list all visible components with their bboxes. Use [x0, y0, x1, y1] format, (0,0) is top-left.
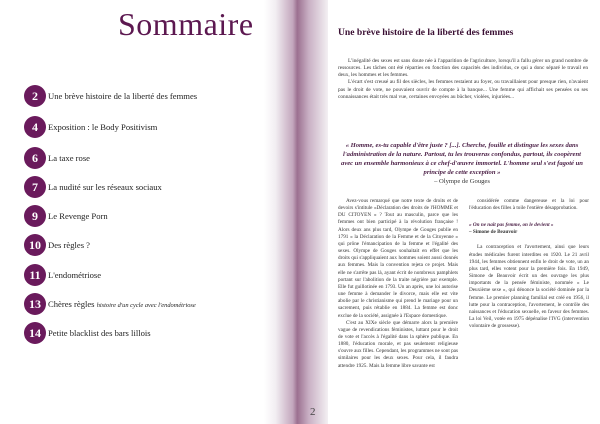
toc-item-label: La taxe rose: [48, 153, 90, 163]
toc-item-label: L'endométriose: [48, 270, 102, 280]
toc-item-label: Petite blacklist des bars lillois: [48, 328, 151, 338]
toc-item-label-main: Chères règles: [48, 299, 95, 309]
intro-paragraph: L'inégalité des sexes est sans doute née à l'apparition de l'agriculture, lorsqu'il a fallu gérer un grand nombre de ressources. Les tâches ont été réparties en fonction des capacités des individus, ce qui a donc séparé le travail en deux, les hommes et les femmes.: [338, 58, 588, 79]
column-paragraph: Avez-vous remarqué que notre texte de droits et de devoirs s'intitule «Déclaration des droits de l'HOMME et DU CITOYEN » ? Tout au masculin, parce que les femmes ont bien participé à la révolution française ! Alors deux ans plus tard, Olympe de Gouges publie en 1791 « la Déclaration de la Femme et de la Citoyenne » qui prône l'émancipation de la femme et l'égalité des sexes. Olympe de Gouges souhaitait en effet que les droits qui s'appliquaient aux hommes soient aussi donnés aux femmes. Mais la convention rejeta ce projet. Mais elle ne s'arrête pas là, ayant écrit de nombreux pamphlets portant sur l'abolition de la traite négrière par exemple. Elle fut guillotinée en 1793. Un an après, une loi autorise une femme à demander le divorce, mais elle est vite abolie par le christianisme qui prend le mariage pour un sacrement, puis rétablie en 1884. La femme est donc exclue de la société, assignée à l'Espace domestique.: [338, 198, 458, 319]
toc-item-number: 2: [24, 85, 46, 107]
toc-item[interactable]: [22, 116, 157, 138]
toc-item-number: 7: [24, 176, 46, 198]
page-gutter: [264, 0, 328, 424]
page-number: 2: [310, 406, 316, 418]
column-paragraph: C'est au XIXe siècle que démarre alors la première vague de revendications féministes, luttant pour le droit de vote et l'accès à l'égalité dans la sphère publique. En 1880, l'éducation morale, et pas seulement religieuse s'ouvre aux filles. Cependant, les programmes ne sont pas similaires pour les deux sexes. Pour cela, il faudra attendre 1925. Mais la femme libre savante est: [338, 319, 458, 369]
inline-quote-author: – Simone de Beauvoir: [469, 229, 518, 236]
inline-quote: « On ne naît pas femme, on le devient »: [469, 222, 554, 229]
toc-item-number: 9: [24, 205, 46, 227]
toc-item-number: 13: [24, 293, 46, 315]
toc-item[interactable]: [22, 205, 108, 227]
toc-item-number: 10: [24, 234, 46, 256]
pull-quote: [340, 142, 584, 187]
toc-item-number: 6: [24, 147, 46, 169]
column-paragraph: considérée comme dangereuse et la loi pour l'éducation des filles à toile l'entière désapprobation.: [469, 198, 589, 212]
toc-item-label: Le Revenge Porn: [48, 211, 108, 221]
toc-item-number: 4: [24, 116, 46, 138]
toc-item[interactable]: [22, 147, 90, 169]
toc-item[interactable]: [22, 293, 196, 315]
toc-item-label: Exposition : le Body Positivism: [48, 122, 158, 132]
toc-item[interactable]: [22, 322, 151, 344]
toc-item-label: [48, 299, 196, 309]
pull-quote-text: « Homme, es-tu capable d'être juste ? [...]. Cherche, fouille et distingue les sexes dans l'administration de la nature. Partout, tu les trouveras confondus, partout, ils coopèrent avec un ensemble harmonieux à ce chef-d'œuvre immortel. L'homme seul s'est fagoté un principe de cette exception »: [341, 142, 583, 176]
toc-item[interactable]: [22, 264, 101, 286]
toc-item-label: Une brève histoire de la liberté des femmes: [48, 91, 198, 101]
article-title: Une brève histoire de la liberté des femmes: [338, 27, 514, 38]
toc-item-label: La nudité sur les réseaux sociaux: [48, 182, 162, 192]
intro-paragraph: L'écart s'est creusé au fil des siècles, les femmes restaient au foyer, ou travaillaient pour presque rien, n'avaient pas le droit de vote, ne pouvaient ouvrir de compte à la banque... Une femme qui affichait ses pensées ou ses connaissances était très mal vue, certaines envoyées au bûcher, violées, injuriées...: [338, 79, 588, 100]
toc-item[interactable]: [22, 176, 162, 198]
toc-item-subtitle: histoire d'un cycle avec l'endométriose: [96, 302, 196, 309]
toc-title: Sommaire: [118, 6, 254, 42]
article-column-left: [338, 198, 458, 370]
toc-item[interactable]: [22, 234, 90, 256]
article-column-right: [469, 198, 589, 330]
toc-item-number: 14: [24, 322, 46, 344]
column-paragraph: La contraception et l'avortement, ainsi que leurs études médicales furent interdites en 1920. Le 21 avril 1944, les femmes obtiennent enfin le droit de vote, un an plus tard, elles votent pour la première fois. En 1949, Simone de Beauvoir écrit un des ouvrage les plus importants de la pensée féministe, nommée « Le Deuxième sexe », qui dénonce la société dominée par la femme. Le premier planning familial est créé en 1956, il lutte pour la contraception, l'avortement, le contrôle des naissances et l'éducation sexuelle, en faveur des femmes. La loi Veil, votée en 1975 dépénalise l'IVG (intervention volontaire de grossesse).: [469, 244, 589, 330]
pull-quote-author: – Olympe de Gouges: [434, 177, 490, 185]
article-intro: [338, 58, 588, 101]
toc-item-number: 11: [24, 264, 46, 286]
toc-item-label: Des règles ?: [48, 240, 90, 250]
toc-item[interactable]: [22, 85, 197, 107]
